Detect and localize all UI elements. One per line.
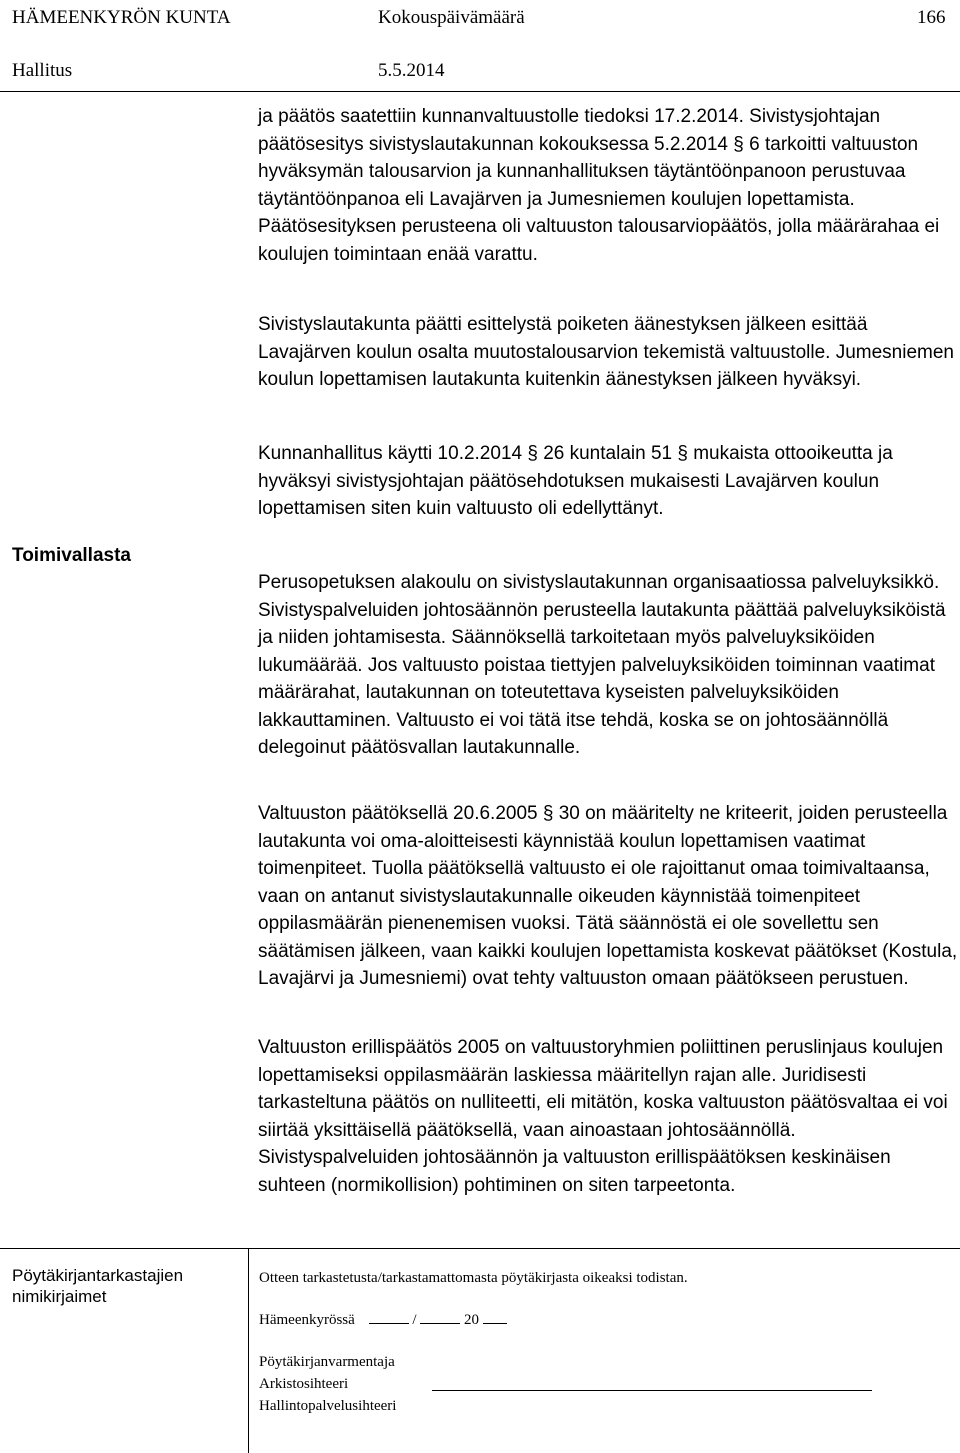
year-prefix: 20 bbox=[463, 1312, 479, 1328]
place-name: Hämeenkyrössä bbox=[259, 1312, 355, 1328]
reviewer-label-line-1: Pöytäkirjantarkastajien bbox=[12, 1266, 184, 1285]
paragraph-board-takeover: Kunnanhallitus käytti 10.2.2014 § 26 kuntalain 51 § mukaista ottooikeutta ja hyväksyi sivistysjohtajan päätösehdotuksen mukaisesti Lavajärven koulun lopettamisen siten kuin valtuusto oli edellyttänyt. bbox=[258, 443, 893, 519]
signer-title-3: Hallintopalvelusihteeri bbox=[259, 1398, 397, 1414]
intro-paragraph: ja päätös saatettiin kunnanvaltuustolle tiedoksi 17.2.2014. Sivistysjohtajan päätösesitys sivistyslautakunnan kokouksessa 5.2.2014 § 6 tarkoitti valtuuston hyväksymän talousarvion ja kunnanhallituksen täytäntöönpanoon perustuvaa täytäntöönpanoa eli Lavajärven ja Jumesniemen koulujen lopettamista. Päätösesityksen perusteena oli valtuuston talousarviopäätös, jolla määrärahaa ei koulujen toimintaan enää varattu. bbox=[258, 106, 940, 265]
body-name: Hallitus bbox=[12, 60, 73, 81]
reviewer-initials-label bbox=[12, 1265, 183, 1307]
section-label: Toimivallasta bbox=[12, 545, 131, 566]
footer-divider bbox=[0, 1248, 960, 1249]
place-date-line bbox=[259, 1310, 507, 1330]
signer-title-1: Pöytäkirjanvarmentaja bbox=[259, 1354, 395, 1370]
paragraph-separate-decision: Valtuuston erillispäätös 2005 on valtuustoryhmien poliittinen peruslinjaus koulujen lopettamiseksi oppilasmäärän laskiessa määritellyn rajan alle. Juridisesti tarkasteltuna päätös on nulliteetti, eli mitätön, koska valtuuston päätösvaltaa ei voi siirtää yksittäisellä päätöksellä, vaan ainoastaan johtosäännöllä. Sivistyspalveluiden johtosäännön ja valtuuston erillispäätöksen keskinäisen suhteen (normikollision) pohtiminen on siten tarpeetonta. bbox=[258, 1037, 948, 1196]
meeting-date-label: Kokouspäivämäärä bbox=[378, 7, 525, 28]
paragraph-committee-decision: Sivistyslautakunta päätti esittelystä poiketen äänestyksen jälkeen esittää Lavajärven koulun osalta muutostalousarvion tekemistä valtuustolle. Jumesniemen koulun lopettamisen lautakunta kuitenkin äänestyksen jälkeen hyväksyi. bbox=[258, 314, 954, 390]
paragraph-criteria: Valtuuston päätöksellä 20.6.2005 § 30 on määritelty ne kriteerit, joiden perusteella lautakunta voi oma-aloitteisesti käynnistää koulun lopettamisen vaatimat toimenpiteet. Tuolla päätöksellä valtuusto ei ole rajoittanut omaa toimivaltaansa, vaan on antanut sivistyslautakunnalle oikeuden käynnistää toimenpiteet oppilasmäärän pienenemisen vuoksi. Tätä säännöstä ei ole sovellettu sen säätämisen jälkeen, vaan kaikki koulujen lopettamista koskevat päätökset (Kostula, Lavajärvi ja Jumesniemi) ovat tehty valtuuston omaan päätökseen perustuen. bbox=[258, 803, 958, 989]
month-blank[interactable] bbox=[420, 1321, 460, 1324]
date-slash: / bbox=[412, 1312, 417, 1328]
certification-text: Otteen tarkastetusta/tarkastamattomasta pöytäkirjasta oikeaksi todistan. bbox=[259, 1270, 688, 1286]
footer-column-divider bbox=[248, 1249, 249, 1453]
header-divider bbox=[0, 91, 960, 92]
municipality-name: HÄMEENKYRÖN KUNTA bbox=[12, 7, 231, 28]
year-blank[interactable] bbox=[483, 1321, 507, 1324]
paragraph-authority: Perusopetuksen alakoulu on sivistyslautakunnan organisaatiossa palveluyksikkö. Sivistyspalveluiden johtosäännön perusteella lautakunta päättää palveluyksiköistä ja niiden johtamisesta. Säännöksellä tarkoitetaan myös palveluyksiköiden lukumäärää. Jos valtuusto poistaa tiettyjen palveluyksiköiden toiminnan vaatimat määrärahat, lautakunnan on toteutettava kyseisten palveluyksiköiden lakkauttaminen. Valtuusto ei voi tätä itse tehdä, koska se on johtosäännöllä delegoinut päätösvallan lautakunnalle. bbox=[258, 572, 946, 758]
signature-line[interactable] bbox=[432, 1390, 872, 1391]
reviewer-label-line-2: nimikirjaimet bbox=[12, 1287, 107, 1306]
signer-title-2: Arkistosihteeri bbox=[259, 1376, 349, 1392]
page-number: 166 bbox=[917, 7, 946, 28]
meeting-date: 5.5.2014 bbox=[378, 60, 445, 81]
day-blank[interactable] bbox=[369, 1321, 409, 1324]
